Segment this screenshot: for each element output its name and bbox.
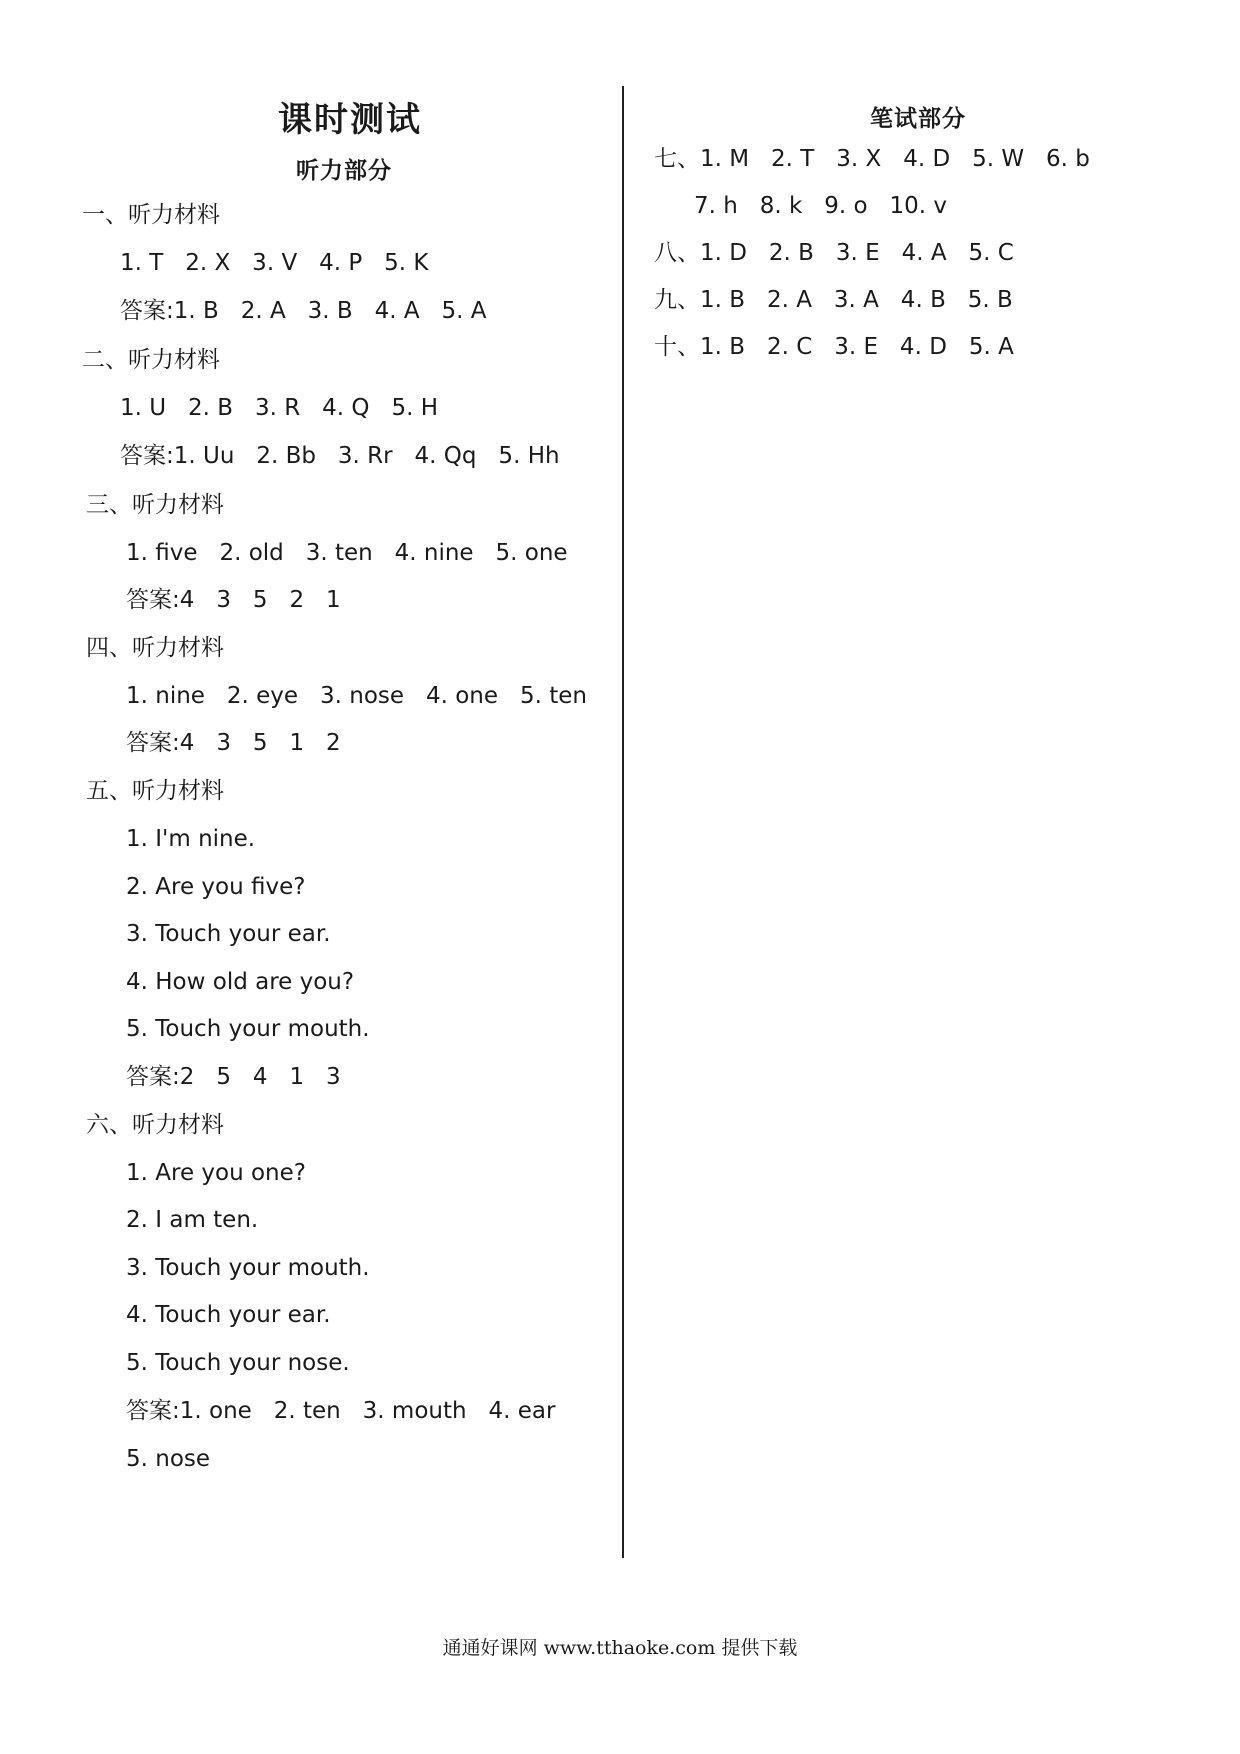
listening-material: 1. five 2. old 3. ten 4. nine 5. one — [126, 540, 568, 566]
answer-line: 九、1. B 2. A 3. A 4. B 5. B — [654, 287, 1013, 313]
section-heading: 三、听力材料 — [86, 492, 224, 518]
answer-line: 答案:4 3 5 2 1 — [126, 587, 341, 613]
listening-material: 5. Touch your mouth. — [126, 1016, 370, 1042]
listening-material: 4. How old are you? — [126, 969, 355, 995]
section-heading: 四、听力材料 — [86, 635, 224, 661]
answer-line: 答案:1. Uu 2. Bb 3. Rr 4. Qq 5. Hh — [120, 443, 560, 469]
answer-line: 答案:4 3 5 1 2 — [126, 730, 341, 756]
section-heading: 一、听力材料 — [82, 202, 220, 228]
footer-credit: 通通好课网 www.tthaoke.com 提供下载 — [442, 1637, 798, 1659]
answer-line: 7. h 8. k 9. o 10. v — [694, 193, 948, 219]
answer-line: 八、1. D 2. B 3. E 4. A 5. C — [654, 240, 1014, 266]
answer-line: 答案:1. B 2. A 3. B 4. A 5. A — [120, 298, 487, 324]
answer-line: 答案:2 5 4 1 3 — [126, 1064, 341, 1090]
page-title: 课时测试 — [278, 100, 422, 140]
section-heading: 五、听力材料 — [86, 778, 224, 804]
listening-material: 3. Touch your ear. — [126, 921, 331, 947]
section-heading: 六、听力材料 — [86, 1112, 224, 1138]
listening-material: 2. Are you five? — [126, 874, 306, 900]
listening-material: 2. I am ten. — [126, 1207, 259, 1233]
column-divider — [622, 86, 624, 1558]
listening-heading: 听力部分 — [296, 158, 392, 184]
listening-material: 3. Touch your mouth. — [126, 1255, 370, 1281]
written-heading: 笔试部分 — [870, 106, 966, 132]
section-heading: 二、听力材料 — [82, 347, 220, 373]
listening-material: 1. I'm nine. — [126, 826, 256, 852]
listening-material: 1. Are you one? — [126, 1160, 306, 1186]
answer-line: 5. nose — [126, 1446, 211, 1472]
answer-line: 七、1. M 2. T 3. X 4. D 5. W 6. b — [654, 146, 1090, 172]
listening-material: 1. T 2. X 3. V 4. P 5. K — [120, 250, 429, 276]
listening-material: 1. U 2. B 3. R 4. Q 5. H — [120, 395, 439, 421]
listening-material: 1. nine 2. eye 3. nose 4. one 5. ten — [126, 683, 587, 709]
listening-material: 4. Touch your ear. — [126, 1302, 331, 1328]
answer-line: 十、1. B 2. C 3. E 4. D 5. A — [654, 334, 1014, 360]
listening-material: 5. Touch your nose. — [126, 1350, 350, 1376]
answer-line: 答案:1. one 2. ten 3. mouth 4. ear — [126, 1398, 556, 1424]
